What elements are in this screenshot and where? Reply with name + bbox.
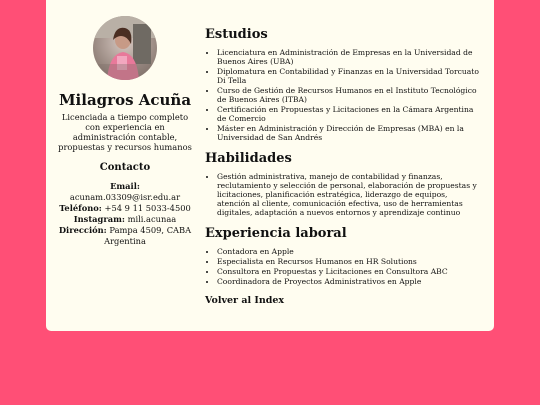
experiencia-heading: Experiencia laboral [205, 226, 347, 241]
estudios-heading: Estudios [205, 27, 268, 42]
address-value: Pampa 4509, CABA Argentina [104, 225, 192, 246]
instagram-value: mili.acunaa [127, 214, 177, 224]
profile-tagline: Licenciada a tiempo completo con experiencia en administración contable, propuestas y recursos humanos [58, 112, 192, 152]
resume-card [46, 0, 494, 331]
list-item: • Curso de Gestión de Recursos Humanos en el Instituto Tecnológico de Buenos Aires (ITBA) [217, 86, 481, 104]
profile-column [54, 16, 196, 247]
experiencia-list [205, 247, 481, 286]
list-item: • Contadora en Apple [217, 247, 481, 256]
avatar-photo [93, 16, 157, 80]
habilidades-list [205, 172, 481, 217]
address-label: Dirección: [58, 225, 107, 235]
list-item: • Gestión administrativa, manejo de contabilidad y finanzas, reclutamiento y selección de personal, elaboración de propuestas y licitaciones, planificación estratégica, liderazgo de equipos, atención al cliente, comunicación efectiva, uso de herramientas digitales, adaptación a nuevos entornos y aprendizaje continuo [217, 172, 481, 217]
list-item: • Diplomatura en Contabilidad y Finanzas en la Universidad Torcuato Di Tella [217, 67, 481, 85]
list-item: • Especialista en Recursos Humanos en HR Solutions [217, 257, 481, 266]
habilidades-heading: Habilidades [205, 151, 292, 166]
phone-label: Teléfono: [59, 203, 102, 213]
contact-email [54, 181, 196, 203]
email-value: acunam.03309@isr.edu.ar [69, 192, 181, 202]
details-column [205, 27, 481, 307]
estudios-list [205, 48, 481, 142]
phone-value: +54 9 11 5033-4500 [104, 203, 191, 213]
list-item: • Máster en Administración y Dirección de Empresas (MBA) en la Universidad de San Andrés [217, 124, 481, 142]
contact-address [54, 225, 196, 247]
email-label: Email: [110, 181, 140, 191]
contact-heading: Contacto [99, 162, 151, 173]
contact-phone [54, 203, 196, 214]
avatar [93, 16, 157, 80]
contact-instagram [54, 214, 196, 225]
list-item: • Licenciatura en Administración de Empresas en la Universidad de Buenos Aires (UBA) [217, 48, 481, 66]
list-item: • Consultora en Propuestas y Licitaciones en Consultora ABC [217, 267, 481, 276]
back-to-index-link[interactable]: Volver al Index [205, 295, 285, 306]
list-item: • Coordinadora de Proyectos Administrativos en Apple [217, 277, 481, 286]
profile-name: Milagros Acuña [58, 91, 192, 109]
instagram-label: Instagram: [73, 214, 125, 224]
list-item: • Certificación en Propuestas y Licitaciones en la Cámara Argentina de Comercio [217, 105, 481, 123]
